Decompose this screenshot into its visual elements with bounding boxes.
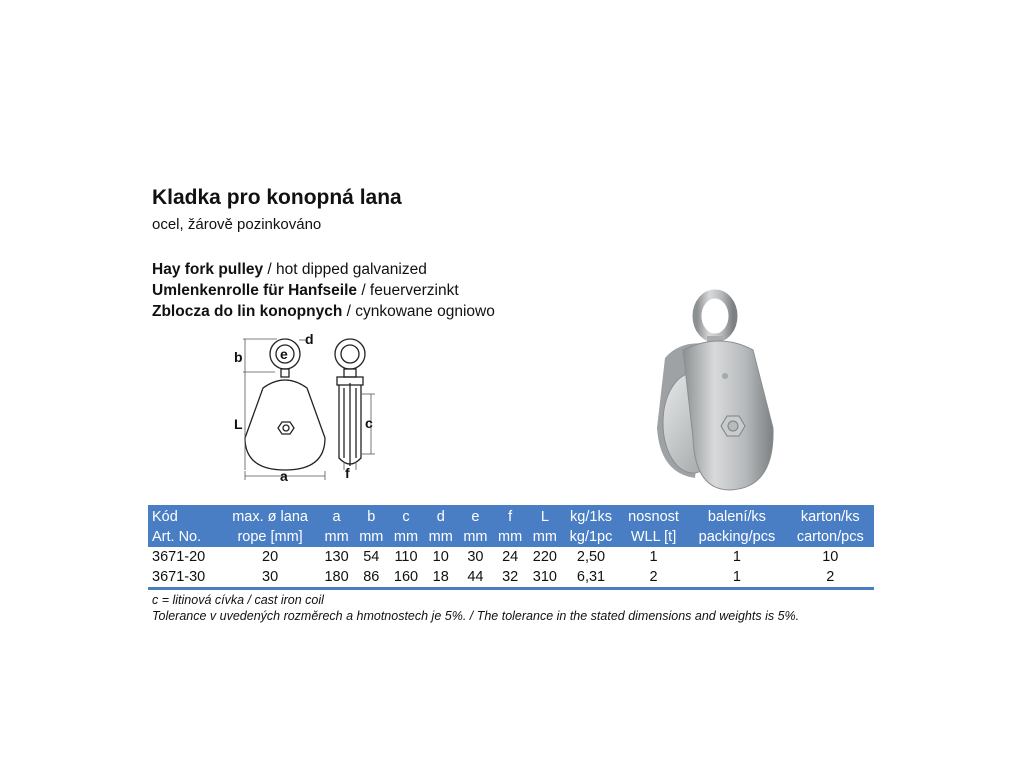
table-header-row	[148, 527, 874, 547]
header-cell: kg/1ks	[562, 505, 620, 527]
header-cell: b	[354, 505, 389, 527]
table-cell: 24	[502, 549, 519, 565]
table-cell: 10	[822, 549, 839, 565]
product-subtitle: ocel, žárově pozinkováno	[152, 216, 322, 233]
name-german-bold: Umlenkenrolle für Hanfseile	[152, 282, 358, 299]
table-cell: 54	[363, 549, 380, 565]
table-cell: 86	[354, 567, 389, 589]
name-english	[152, 259, 495, 280]
header-cell: mm	[319, 527, 354, 547]
header-cell: mm	[423, 527, 458, 547]
header-cell: f	[493, 505, 528, 527]
header-cell: packing/pcs	[687, 527, 786, 547]
header-cell: balení/ks	[687, 505, 786, 527]
header-cell: mm	[389, 527, 424, 547]
table-cell: 220	[532, 549, 557, 565]
header-cell: rope [mm]	[221, 527, 319, 547]
table-cell: 2,50	[576, 549, 606, 565]
name-english-bold: Hay fork pulley	[152, 261, 264, 278]
table-cell: 110	[394, 549, 418, 565]
table-cell: 18	[423, 567, 458, 589]
name-german-rest: / feuerverzinkt	[357, 282, 459, 299]
table-cell: 160	[389, 567, 424, 589]
header-cell: nosnost	[620, 505, 688, 527]
header-cell: c	[389, 505, 424, 527]
table-cell: 1	[732, 549, 741, 565]
table-cell: 180	[319, 567, 354, 589]
table-cell: 2	[787, 567, 874, 589]
header-cell: Kód	[148, 505, 221, 527]
table-cell: 32	[493, 567, 528, 589]
header-cell: max. ø lana	[221, 505, 319, 527]
header-cell: a	[319, 505, 354, 527]
table-cell: 44	[458, 567, 493, 589]
header-cell: carton/pcs	[787, 527, 874, 547]
header-cell: mm	[493, 527, 528, 547]
table-cell: 1	[687, 567, 786, 589]
label-a: a	[280, 468, 288, 484]
label-f: f	[345, 465, 350, 481]
table-row	[148, 547, 874, 567]
header-cell: Art. No.	[148, 527, 221, 547]
footnote-tolerance: Tolerance v uvedených rozměrech a hmotnostech je 5%. / The tolerance in the stated dimensions and weights is 5%.	[152, 609, 800, 623]
header-cell: WLL [t]	[620, 527, 688, 547]
table-cell: 30	[221, 567, 319, 589]
spec-table	[148, 505, 874, 590]
table-row	[148, 567, 874, 589]
footnote-coil: c = litinová cívka / cast iron coil	[152, 593, 324, 607]
table-cell: 30	[467, 549, 484, 565]
table-cell: 10	[432, 549, 449, 565]
label-e: e	[280, 346, 288, 362]
header-cell: mm	[458, 527, 493, 547]
technical-drawing	[225, 328, 395, 488]
name-polish-rest: / cynkowane ogniowo	[342, 303, 495, 320]
header-cell: d	[423, 505, 458, 527]
header-cell: karton/ks	[787, 505, 874, 527]
header-cell: mm	[527, 527, 562, 547]
header-cell: L	[527, 505, 562, 527]
table-cell: 3671-30	[148, 567, 221, 589]
product-photo	[635, 288, 785, 493]
label-c: c	[365, 415, 373, 431]
header-cell: kg/1pc	[562, 527, 620, 547]
table-cell: 310	[527, 567, 562, 589]
table-cell: 20	[262, 549, 279, 565]
label-b: b	[234, 349, 243, 365]
table-header-row	[148, 505, 874, 527]
header-cell: mm	[354, 527, 389, 547]
footnotes	[152, 592, 799, 624]
table-cell: 2	[620, 567, 688, 589]
name-german	[152, 280, 495, 301]
name-polish	[152, 301, 495, 322]
product-names	[152, 259, 495, 322]
table-cell: 6,31	[562, 567, 620, 589]
label-d: d	[305, 331, 314, 347]
table-cell: 130	[324, 549, 349, 565]
table-cell: 3671-20	[152, 549, 206, 565]
table-cell: 1	[649, 549, 658, 565]
product-title: Kladka pro konopná lana	[152, 186, 402, 209]
name-english-rest: / hot dipped galvanized	[263, 261, 427, 278]
label-l: L	[234, 416, 243, 432]
header-cell: e	[458, 505, 493, 527]
name-polish-bold: Zblocza do lin konopnych	[152, 303, 343, 320]
